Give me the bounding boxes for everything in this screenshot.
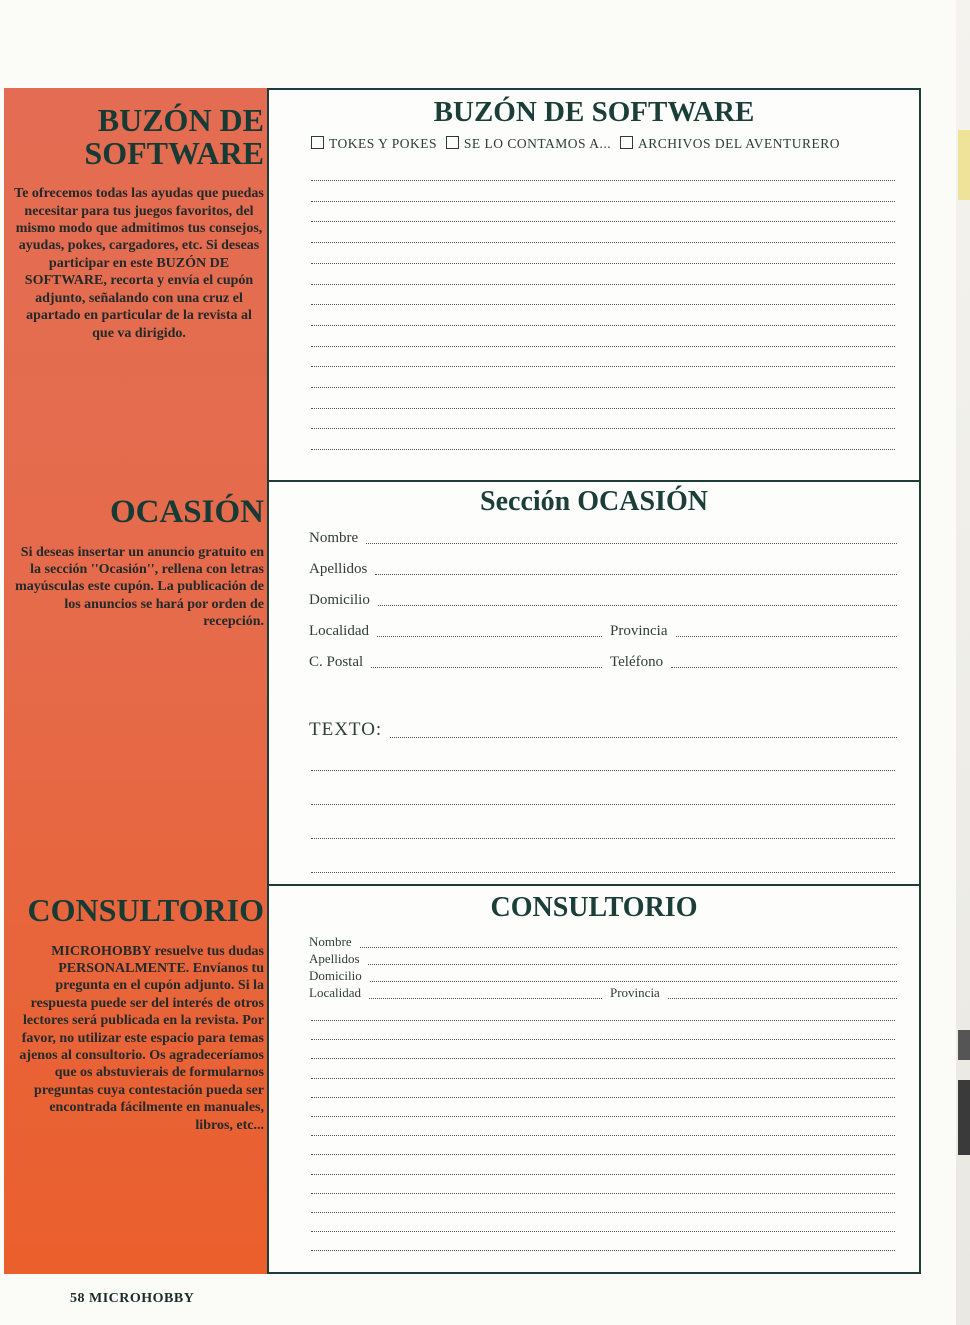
write-line[interactable] xyxy=(311,838,895,839)
adjacent-page-edge-yellow xyxy=(958,130,970,200)
ocasion-localidad-field[interactable] xyxy=(309,623,604,640)
write-line[interactable] xyxy=(311,804,895,805)
sidebar-consultorio-block xyxy=(14,894,264,1134)
consultorio-apellidos-field[interactable] xyxy=(309,951,899,967)
write-line[interactable] xyxy=(311,1058,895,1059)
write-line[interactable] xyxy=(311,1078,895,1079)
write-line[interactable] xyxy=(311,1154,895,1155)
consultorio-localidad-field[interactable] xyxy=(309,985,604,1001)
sidebar-buzon-block xyxy=(14,104,264,342)
field-label: Teléfono xyxy=(610,654,664,670)
write-line[interactable] xyxy=(311,770,895,771)
ocasion-section xyxy=(269,482,919,884)
consultorio-domicilio-field[interactable] xyxy=(309,968,899,984)
field-label: Apellidos xyxy=(309,561,368,577)
write-line[interactable] xyxy=(311,304,895,305)
page-footer: 58 MICROHOBBY xyxy=(70,1291,195,1306)
write-line[interactable] xyxy=(311,284,895,285)
field-label: TEXTO: xyxy=(309,719,383,740)
field-label: Nombre xyxy=(309,530,359,546)
write-line[interactable] xyxy=(311,1097,895,1098)
buzon-section xyxy=(269,90,919,480)
write-line[interactable] xyxy=(311,1116,895,1117)
write-line[interactable] xyxy=(311,1250,895,1251)
buzon-options xyxy=(311,136,845,152)
write-line[interactable] xyxy=(311,428,895,429)
write-line[interactable] xyxy=(311,1020,895,1021)
sidebar-buzon-text: Te ofrecemos todas las ayudas que puedas necesitar para tus juegos favoritos, del mismo modo que admitimos tus consejos, ayudas, pokes, cargadores, etc. Si deseas participar en este BUZÓN DE SOFTWARE, recorta y envía el cupón adjunto, señalando con una cruz el apartado en particular de la revista al que va dirigido. xyxy=(14,186,264,341)
field-label: Localidad xyxy=(309,623,369,639)
write-line[interactable] xyxy=(311,1174,895,1175)
consultorio-provincia-field[interactable] xyxy=(610,985,899,1001)
ocasion-form-title: Sección OCASIÓN xyxy=(480,486,708,517)
write-line[interactable] xyxy=(311,872,895,873)
buzon-form-title: BUZÓN DE SOFTWARE xyxy=(433,96,755,128)
sidebar-ocasion-text: Si deseas insertar un anuncio gratuito en la sección ''Ocasión'', rellena con letras mayúsculas este cupón. La publicación de los anuncios se hará por orden de recepción. xyxy=(15,544,264,630)
field-label: Nombre xyxy=(309,934,352,949)
field-label: Provincia xyxy=(610,623,668,639)
adjacent-page-edge-dark xyxy=(958,1030,970,1060)
write-line[interactable] xyxy=(311,449,895,450)
write-line[interactable] xyxy=(311,346,895,347)
field-label: Domicilio xyxy=(309,968,362,983)
write-line[interactable] xyxy=(311,408,895,409)
sidebar-buzon-title: BUZÓN DE SOFTWARE xyxy=(84,102,264,171)
write-line[interactable] xyxy=(311,242,895,243)
ocasion-telefono-field[interactable] xyxy=(610,654,899,671)
field-label: Apellidos xyxy=(309,951,360,966)
sidebar-ocasion-block xyxy=(14,496,264,631)
write-line[interactable] xyxy=(311,1135,895,1136)
ocasion-cpostal-field[interactable] xyxy=(309,654,604,671)
checkbox-icon[interactable] xyxy=(620,136,633,149)
field-label: C. Postal xyxy=(309,654,364,670)
ocasion-provincia-field[interactable] xyxy=(610,623,899,640)
ocasion-texto-field[interactable] xyxy=(309,719,899,741)
ocasion-apellidos-field[interactable] xyxy=(309,561,899,578)
consultorio-nombre-field[interactable] xyxy=(309,934,899,950)
option-label: TOKES Y POKES xyxy=(329,136,438,151)
write-line[interactable] xyxy=(311,387,895,388)
consultorio-section xyxy=(269,886,919,1272)
checkbox-icon[interactable] xyxy=(311,136,324,149)
option-archivos-aventurero[interactable] xyxy=(620,136,840,151)
consultorio-form-title: CONSULTORIO xyxy=(490,892,698,923)
option-label: SE LO CONTAMOS A... xyxy=(463,136,612,151)
write-line[interactable] xyxy=(311,201,895,202)
ocasion-nombre-field[interactable] xyxy=(309,530,899,547)
option-se-lo-contamos[interactable] xyxy=(446,136,611,151)
write-line[interactable] xyxy=(311,366,895,367)
sidebar-consultorio-text: MICROHOBBY resuelve tus dudas PERSONALMENTE. Envíanos tu pregunta en el cupón adjunto. Si la respuesta puede ser del interés de otros lectores será publicada en la revista. Por favor, no utilizar este espacio para temas ajenos al consultorio. Os agradeceríamos que os abstuvierais de formularnos preguntas cuya contestación pueda ser encontrada fácilmente en manuales, libros, etc... xyxy=(19,943,264,1133)
write-line[interactable] xyxy=(311,1193,895,1194)
field-label: Domicilio xyxy=(309,592,370,608)
adjacent-page-edge-dark-2 xyxy=(958,1080,970,1155)
field-label: Provincia xyxy=(610,985,660,1000)
field-label: Localidad xyxy=(309,985,361,1000)
write-line[interactable] xyxy=(311,1212,895,1213)
info-sidebar xyxy=(4,88,267,1274)
ocasion-domicilio-field[interactable] xyxy=(309,592,899,609)
write-line[interactable] xyxy=(311,1231,895,1232)
write-line[interactable] xyxy=(311,180,895,181)
checkbox-icon[interactable] xyxy=(446,136,459,149)
sidebar-ocasion-title: OCASIÓN xyxy=(109,494,264,530)
option-tokes-pokes[interactable] xyxy=(311,136,437,151)
write-line[interactable] xyxy=(311,325,895,326)
sidebar-consultorio-title: CONSULTORIO xyxy=(27,892,264,928)
write-line[interactable] xyxy=(311,263,895,264)
write-line[interactable] xyxy=(311,1039,895,1040)
coupon-form xyxy=(267,88,921,1274)
write-line[interactable] xyxy=(311,221,895,222)
option-label: ARCHIVOS DEL AVENTURERO xyxy=(637,136,840,151)
